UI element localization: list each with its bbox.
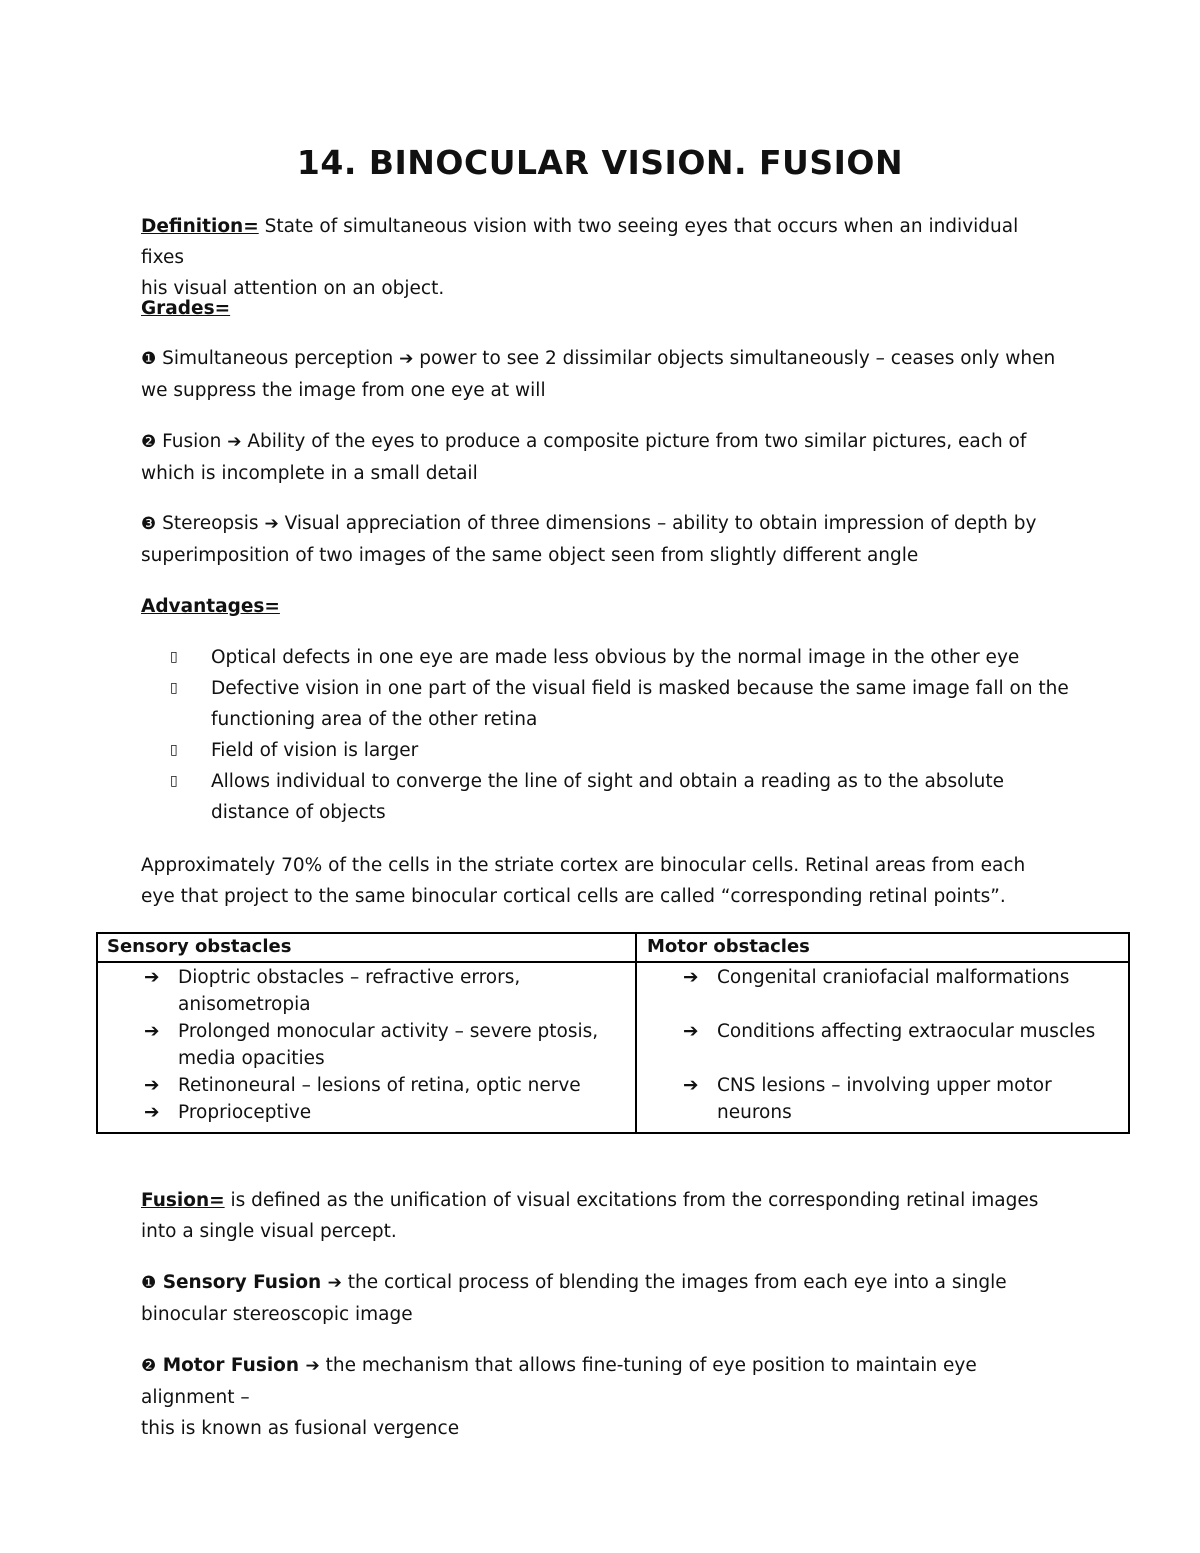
- sensory-item-text-cont: anisometropia: [178, 994, 311, 1015]
- list-item: [170, 735, 1070, 766]
- arrow-right-icon: ➔: [227, 432, 242, 452]
- table-row: [144, 1072, 624, 1099]
- grade-term: Stereopsis: [156, 513, 265, 534]
- grade-text-cont: superimposition of two images of the same object seen from slightly different angle: [141, 545, 919, 566]
- number-2-icon: ❷: [141, 432, 157, 452]
- grade-text: Ability of the eyes to produce a composite picture from two similar pictures, each of: [241, 431, 1027, 452]
- bullet-icon: ▯: [170, 680, 178, 696]
- fusion-type-2: [141, 1350, 1061, 1444]
- definition-text: State of simultaneous vision with two seeing eyes that occurs when an individual fixes: [141, 216, 1019, 268]
- table-row: [683, 1072, 1123, 1126]
- list-item: [170, 642, 1070, 673]
- advantage-text: Allows individual to converge the line of sight and obtain a reading as to the absolute: [211, 771, 1004, 792]
- advantage-text-cont: distance of objects: [211, 802, 386, 823]
- bullet-icon: ▯: [170, 649, 178, 665]
- arrow-right-icon: ➔: [683, 967, 699, 988]
- fusion-type-text: the mechanism that allows fine-tuning of eye position to maintain eye alignment –: [141, 1355, 977, 1408]
- grade-text-cont: which is incomplete in a small detail: [141, 463, 478, 484]
- fusion-paragraph: [141, 1185, 1061, 1247]
- grades-label: Grades=: [141, 298, 231, 319]
- arrow-right-icon: ➔: [144, 1021, 160, 1042]
- number-3-icon: ❸: [141, 514, 157, 534]
- sensory-header: Sensory obstacles: [107, 936, 292, 957]
- table-column-divider: [635, 934, 637, 1132]
- motor-list: [683, 964, 1123, 1126]
- arrow-right-icon: ➔: [683, 1075, 699, 1096]
- grade-term: Simultaneous perception: [156, 348, 400, 369]
- grade-item-1: [141, 343, 1061, 406]
- cortex-text-cont: eye that project to the same binocular cortical cells are called “corresponding retinal points”.: [141, 886, 1006, 907]
- table-row: [144, 1018, 624, 1072]
- cortex-text: Approximately 70% of the cells in the striate cortex are binocular cells. Retinal areas from each: [141, 855, 1026, 876]
- advantages-list: [170, 642, 1070, 828]
- grade-item-3: [141, 508, 1061, 571]
- table-row: [144, 964, 624, 1018]
- sensory-item-text: Proprioceptive: [178, 1102, 312, 1123]
- motor-item-text: CNS lesions – involving upper motor neurons: [717, 1075, 1052, 1123]
- advantage-text: Defective vision in one part of the visual field is masked because the same image fall on the: [211, 678, 1069, 699]
- grade-text: Visual appreciation of three dimensions – ability to obtain impression of depth by: [278, 513, 1037, 534]
- arrow-right-icon: ➔: [144, 967, 160, 988]
- number-1-icon: ❶: [141, 349, 157, 369]
- table-row: [683, 1018, 1123, 1045]
- fusion-type-1: [141, 1267, 1061, 1330]
- grade-item-2: [141, 426, 1061, 489]
- definition-label: Definition=: [141, 216, 259, 237]
- fusion-type-text-cont: this is known as fusional vergence: [141, 1418, 460, 1439]
- advantages-heading: [141, 591, 1061, 622]
- definition-paragraph: [141, 211, 1061, 304]
- grade-text-cont: we suppress the image from one eye at will: [141, 380, 546, 401]
- sensory-item-text: Prolonged monocular activity – severe ptosis,: [178, 1021, 599, 1042]
- sensory-list: [144, 964, 624, 1126]
- grade-text: power to see 2 dissimilar objects simultaneously – ceases only when: [413, 348, 1056, 369]
- arrow-right-icon: ➔: [144, 1075, 160, 1096]
- table-row: [144, 1099, 624, 1126]
- advantages-label: Advantages=: [141, 596, 280, 617]
- table-row: [683, 964, 1123, 991]
- sensory-item-text: Dioptric obstacles – refractive errors,: [178, 967, 521, 988]
- advantage-text: Field of vision is larger: [211, 740, 419, 761]
- arrow-right-icon: ➔: [264, 514, 279, 534]
- grade-term: Fusion: [156, 431, 228, 452]
- arrow-right-icon: ➔: [144, 1102, 160, 1123]
- bullet-icon: ▯: [170, 773, 178, 789]
- motor-item-text: Congenital craniofacial malformations: [717, 967, 1070, 988]
- page-title: 14. BINOCULAR VISION. FUSION: [296, 143, 904, 182]
- arrow-right-icon: ➔: [327, 1273, 342, 1293]
- number-2-icon: ❷: [141, 1356, 157, 1376]
- list-item: [170, 673, 1070, 735]
- grades-heading: [141, 293, 1061, 324]
- bullet-icon: ▯: [170, 742, 178, 758]
- sensory-item-text: Retinoneural – lesions of retina, optic nerve: [178, 1075, 581, 1096]
- cortex-paragraph: [141, 850, 1061, 912]
- fusion-type-text-cont: binocular stereoscopic image: [141, 1304, 413, 1325]
- advantage-text-cont: functioning area of the other retina: [211, 709, 538, 730]
- definition-text-cont: his visual attention on an object.: [141, 278, 445, 299]
- fusion-text-cont: into a single visual percept.: [141, 1221, 397, 1242]
- fusion-type-term: Sensory Fusion: [156, 1272, 328, 1293]
- fusion-text: is defined as the unification of visual excitations from the corresponding retinal images: [224, 1190, 1039, 1211]
- arrow-right-icon: ➔: [683, 1021, 699, 1042]
- motor-item-text: Conditions affecting extraocular muscles: [717, 1021, 1096, 1042]
- obstacles-table: [96, 932, 1130, 1134]
- motor-header: Motor obstacles: [647, 936, 810, 957]
- sensory-item-text-cont: media opacities: [178, 1048, 325, 1069]
- arrow-right-icon: ➔: [305, 1356, 320, 1376]
- fusion-type-text: the cortical process of blending the images from each eye into a single: [341, 1272, 1007, 1293]
- fusion-label: Fusion=: [141, 1190, 225, 1211]
- list-item: [170, 766, 1070, 828]
- advantage-text: Optical defects in one eye are made less obvious by the normal image in the other eye: [211, 647, 1020, 668]
- arrow-right-icon: ➔: [399, 349, 414, 369]
- fusion-type-term: Motor Fusion: [156, 1355, 306, 1376]
- number-1-icon: ❶: [141, 1273, 157, 1293]
